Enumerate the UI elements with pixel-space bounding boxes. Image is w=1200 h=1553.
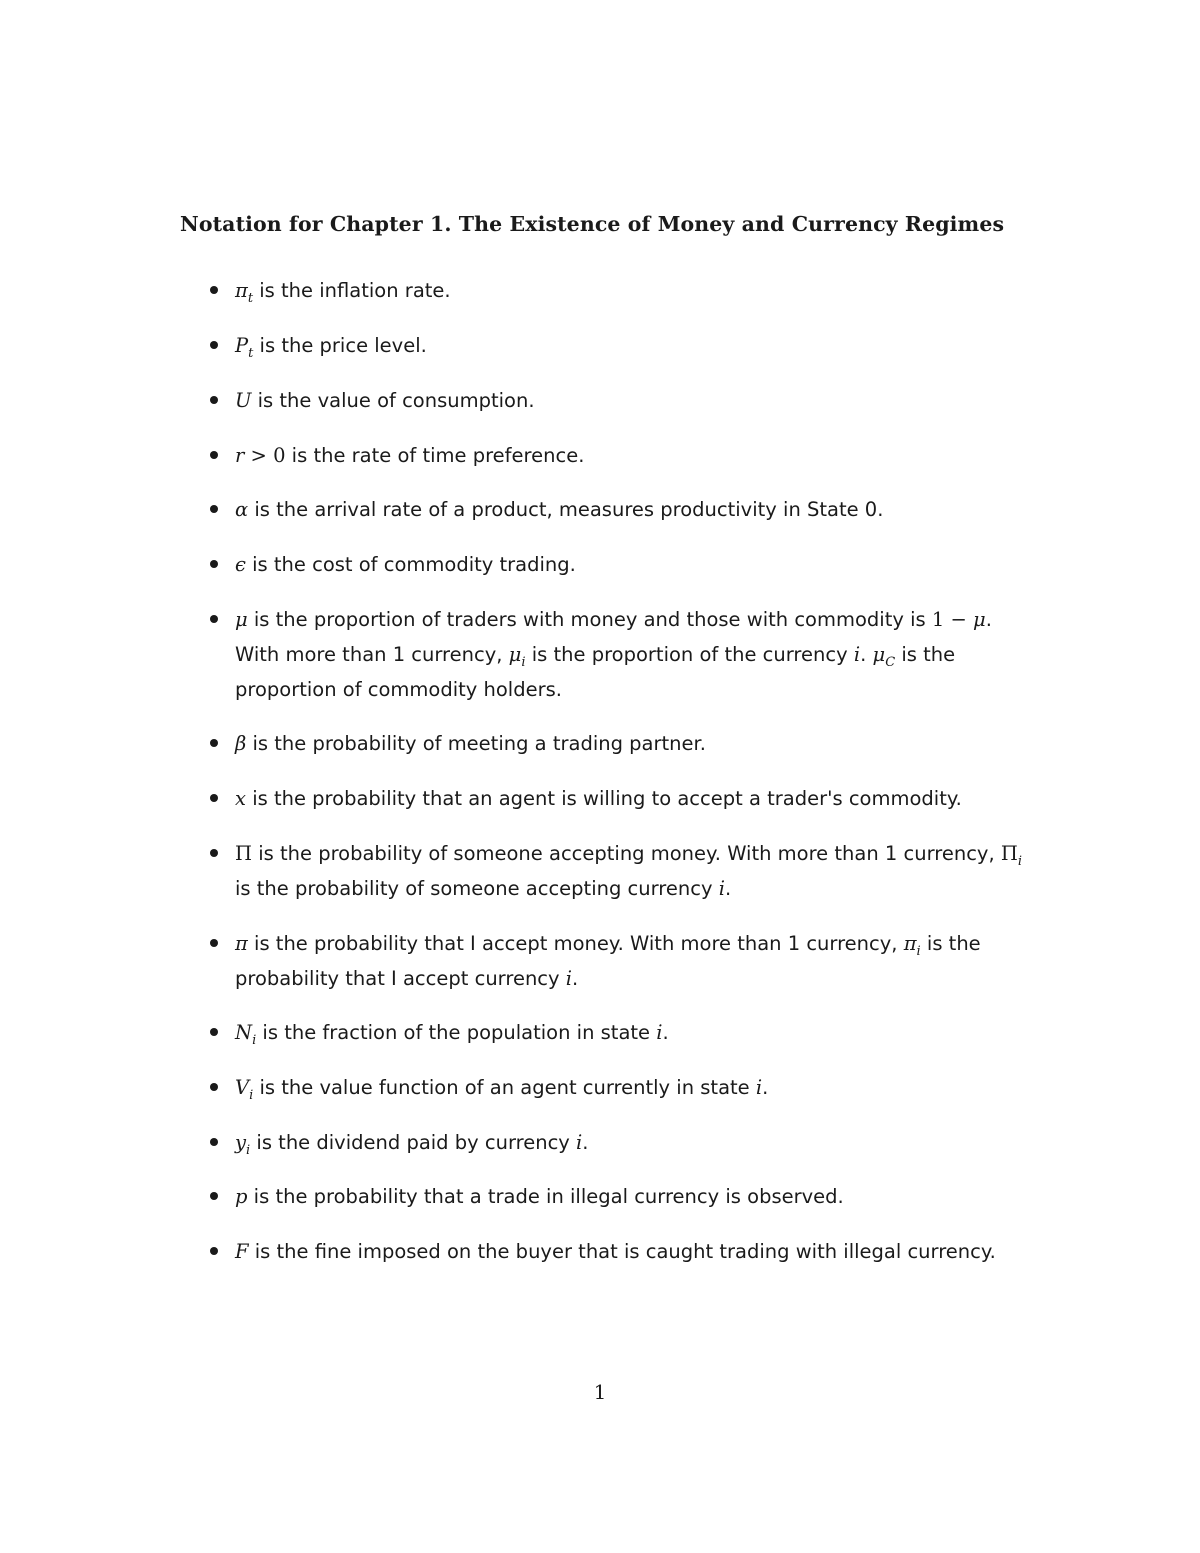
- bullet-icon: [210, 1192, 218, 1200]
- notation-text: [235, 492, 1040, 527]
- text-run: .: [860, 643, 873, 666]
- bullet-icon: [210, 1247, 218, 1255]
- math-symbol: π: [235, 932, 248, 955]
- math-symbol: Π: [1000, 842, 1018, 865]
- notation-item: [210, 781, 1040, 816]
- text-run: is the probability that I accept currency: [235, 932, 981, 990]
- notation-item: [210, 726, 1040, 761]
- text-run: is the probability of someone accepting currency: [235, 877, 719, 900]
- page-number: 1: [593, 1380, 607, 1404]
- math-symbol: i: [853, 643, 861, 666]
- math-symbol: p: [235, 1185, 248, 1208]
- bullet-icon: [210, 451, 218, 459]
- text-run: is the rate of time preference.: [285, 444, 585, 467]
- math-symbol: F: [235, 1240, 249, 1263]
- bullet-icon: [210, 939, 218, 947]
- math-symbol: > 0: [244, 444, 286, 467]
- text-run: .: [572, 967, 579, 990]
- notation-text: [235, 781, 1040, 816]
- bullet-icon: [210, 341, 218, 349]
- notation-text: [235, 1015, 1040, 1050]
- math-symbol: μ: [508, 643, 522, 666]
- math-subscript: t: [248, 345, 254, 361]
- notation-item: [210, 1234, 1040, 1269]
- text-run: is the probability that an agent is willing to accept a trader's commodity.: [246, 787, 962, 810]
- text-run: is the probability of someone accepting money. With more than 1 currency,: [252, 842, 1001, 865]
- math-symbol: i: [718, 877, 725, 900]
- notation-text: [235, 1234, 1040, 1269]
- math-symbol: i: [755, 1076, 763, 1099]
- notation-item: [210, 328, 1040, 363]
- text-run: is the value of consumption.: [251, 389, 535, 412]
- text-run: .: [724, 877, 732, 900]
- bullet-icon: [210, 794, 218, 802]
- text-run: is the fine imposed on the buyer that is caught trading with illegal currency.: [248, 1240, 996, 1263]
- math-symbol: x: [235, 787, 246, 810]
- math-symbol: i: [656, 1021, 663, 1044]
- text-run: .: [762, 1076, 769, 1099]
- text-run: is the fraction of the population in state: [256, 1021, 657, 1044]
- math-subscript: i: [916, 943, 921, 959]
- math-subscript: i: [246, 1142, 251, 1158]
- notation-item: [210, 492, 1040, 527]
- math-symbol: P: [235, 334, 249, 357]
- notation-text: [235, 836, 1040, 906]
- math-symbol: α: [235, 498, 249, 521]
- math-subscript: t: [247, 290, 254, 306]
- math-symbol: β: [235, 732, 247, 755]
- bullet-icon: [210, 739, 218, 747]
- notation-text: [235, 1125, 1040, 1160]
- notation-text: [235, 726, 1040, 761]
- bullet-icon: [210, 1138, 218, 1146]
- math-symbol: π: [235, 279, 248, 302]
- text-run: is the cost of commodity trading.: [245, 553, 576, 576]
- bullet-icon: [210, 615, 218, 623]
- math-symbol: r: [235, 444, 245, 467]
- text-run: is the proportion of the currency: [525, 643, 854, 666]
- notation-item: [210, 602, 1040, 707]
- bullet-icon: [210, 396, 218, 404]
- math-symbol: V: [235, 1076, 250, 1099]
- notation-item: [210, 383, 1040, 418]
- notation-item: [210, 926, 1040, 996]
- bullet-icon: [210, 849, 218, 857]
- notation-item: [210, 438, 1040, 473]
- text-run: is the probability that a trade in illegal currency is observed.: [247, 1185, 844, 1208]
- text-run: is the proportion of commodity holders.: [235, 643, 956, 701]
- bullet-icon: [210, 505, 218, 513]
- notation-text: [235, 438, 1040, 473]
- text-run: is the proportion of traders with money and those with commodity is: [247, 608, 932, 631]
- math-symbol: Π: [235, 842, 253, 865]
- math-symbol: μ: [973, 608, 986, 631]
- math-symbol: ϵ: [235, 553, 246, 576]
- notation-text: [235, 926, 1040, 996]
- bullet-icon: [210, 560, 218, 568]
- notation-item: [210, 1015, 1040, 1050]
- math-symbol: i: [565, 967, 573, 990]
- notation-text: [235, 1070, 1040, 1105]
- math-symbol: i: [576, 1131, 583, 1154]
- notation-item: [210, 547, 1040, 582]
- notation-text: [235, 328, 1040, 363]
- text-run: is the arrival rate of a product, measures productivity in State 0.: [248, 498, 884, 521]
- math-subscript: i: [521, 654, 526, 670]
- math-symbol: U: [235, 389, 252, 412]
- notation-item: [210, 1070, 1040, 1105]
- math-subscript: C: [885, 654, 896, 670]
- bullet-icon: [210, 1083, 218, 1091]
- math-symbol: 1 −: [931, 608, 974, 631]
- math-symbol: μ: [872, 643, 886, 666]
- notation-item: [210, 273, 1040, 308]
- notation-text: [235, 547, 1040, 582]
- math-subscript: i: [1017, 853, 1023, 869]
- notation-text: [235, 383, 1040, 418]
- notation-item: [210, 836, 1040, 906]
- text-run: is the value function of an agent currently in state: [253, 1076, 756, 1099]
- text-run: is the probability of meeting a trading partner.: [246, 732, 706, 755]
- text-run: . With more than 1 currency,: [235, 608, 992, 666]
- math-symbol: y: [235, 1131, 247, 1154]
- bullet-icon: [210, 286, 218, 294]
- bullet-icon: [210, 1028, 218, 1036]
- text-run: is the price level.: [253, 334, 427, 357]
- math-subscript: i: [249, 1087, 254, 1103]
- text-run: is the dividend paid by currency: [250, 1131, 577, 1154]
- notation-item: [210, 1179, 1040, 1214]
- math-subscript: i: [252, 1032, 257, 1048]
- notation-text: [235, 602, 1040, 707]
- text-run: is the inflation rate.: [253, 279, 451, 302]
- text-run: is the probability that I accept money. With more than 1 currency,: [247, 932, 904, 955]
- notation-text: [235, 273, 1040, 308]
- notation-text: [235, 1179, 1040, 1214]
- notation-item: [210, 1125, 1040, 1160]
- text-run: .: [662, 1021, 669, 1044]
- math-symbol: μ: [235, 608, 248, 631]
- math-symbol: N: [235, 1021, 253, 1044]
- math-symbol: π: [903, 932, 917, 955]
- text-run: .: [582, 1131, 589, 1154]
- page-title: Notation for Chapter 1. The Existence of Money and Currency Regimes: [180, 212, 1005, 236]
